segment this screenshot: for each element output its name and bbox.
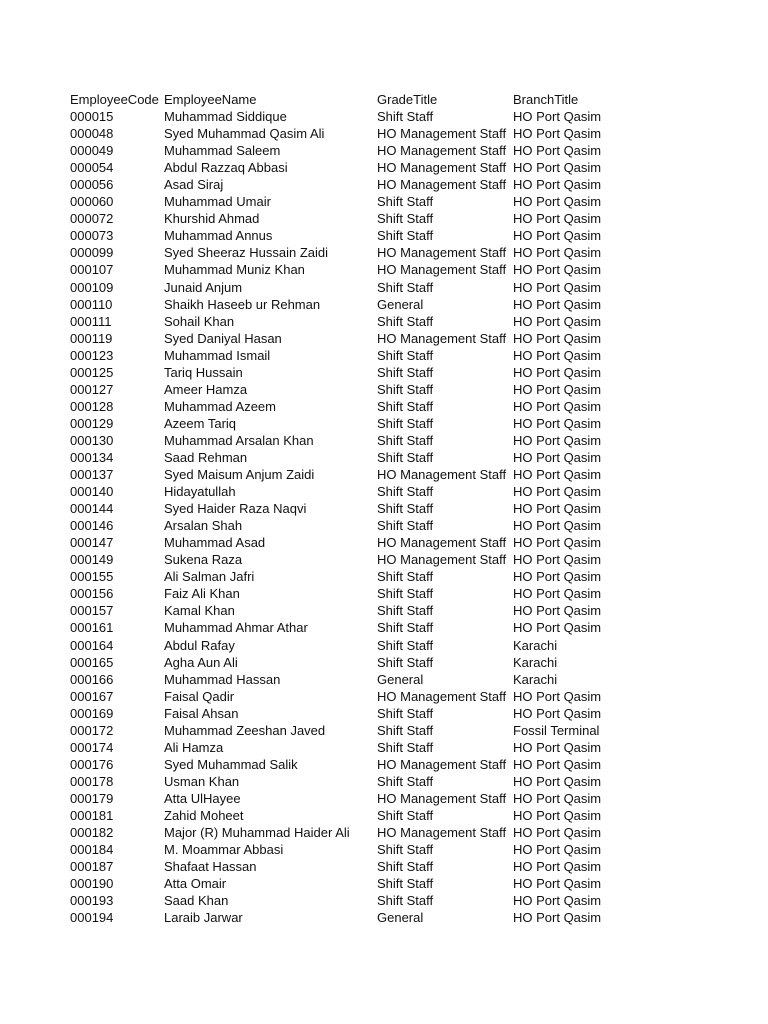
employee-name-cell: Zahid Moheet [164, 807, 244, 823]
table-row [70, 227, 710, 244]
employee-code-cell: 000119 [70, 330, 113, 346]
employee-name-cell: Sukena Raza [164, 552, 243, 568]
table-row [70, 722, 710, 739]
employee-code-cell: 000130 [70, 432, 114, 448]
branch-title-cell: HO Port Qasim [513, 535, 602, 551]
employee-name-cell: Junaid Anjum [164, 279, 243, 295]
table-row [70, 807, 710, 824]
employee-code-cell: 000164 [70, 637, 114, 653]
table-row [70, 296, 710, 313]
employee-code-cell: 000123 [70, 347, 114, 363]
table-row [70, 909, 710, 926]
grade-title-cell: Shift Staff [377, 722, 434, 738]
employee-name-cell: Syed Haider Raza Naqvi [164, 501, 307, 517]
employee-name-cell: Muhammad Muniz Khan [164, 262, 305, 278]
table-row [70, 637, 710, 654]
branch-title-cell: HO Port Qasim [513, 262, 602, 278]
branch-title-cell: HO Port Qasim [513, 552, 602, 568]
employee-code-cell: 000125 [70, 364, 114, 380]
grade-title-cell: Shift Staff [377, 450, 434, 465]
grade-title-cell: Shift Staff [377, 279, 434, 295]
employee-name-cell: Agha Aun Ali [164, 654, 238, 670]
employee-code-cell: 000182 [70, 825, 114, 841]
branch-title-cell: HO Port Qasim [513, 910, 602, 926]
grade-title-cell: Shift Staff [377, 194, 434, 210]
grade-title-cell: HO Management Staff [377, 756, 507, 772]
table-row [70, 313, 710, 330]
employee-code-cell: 000149 [70, 552, 114, 568]
branch-title-cell: HO Port Qasim [513, 330, 602, 346]
grade-title-cell: Shift Staff [377, 228, 434, 244]
branch-title-cell: HO Port Qasim [513, 773, 602, 789]
employee-code-cell: 000167 [70, 688, 114, 704]
grade-title-cell: Shift Staff [377, 842, 434, 858]
table-row [70, 858, 710, 875]
branch-title-cell: HO Port Qasim [513, 859, 602, 875]
branch-title-cell: HO Port Qasim [513, 381, 602, 397]
grade-title-cell: Shift Staff [377, 109, 434, 125]
grade-title-cell: HO Management Staff [377, 245, 507, 261]
branch-title-cell: HO Port Qasim [513, 313, 602, 329]
table-row [70, 568, 710, 585]
branch-title-cell: HO Port Qasim [513, 467, 602, 483]
employee-code-cell: 000111 [70, 313, 112, 329]
branch-title-cell: HO Port Qasim [513, 450, 602, 465]
branch-title-cell: HO Port Qasim [513, 484, 602, 500]
employee-code-cell: 000144 [70, 501, 114, 517]
employee-name-cell: Muhammad Arsalan Khan [164, 432, 314, 448]
branch-title-cell: Fossil Terminal [513, 722, 600, 738]
table-row [70, 619, 710, 636]
employee-name-cell: Atta Omair [164, 876, 227, 892]
branch-title-cell: HO Port Qasim [513, 211, 602, 227]
employee-code-cell: 000134 [70, 450, 114, 465]
branch-title-cell: HO Port Qasim [513, 279, 602, 295]
grade-title-cell: HO Management Staff [377, 143, 507, 159]
table-row [70, 347, 710, 364]
branch-title-cell: HO Port Qasim [513, 739, 602, 755]
branch-title-cell: Karachi [513, 671, 558, 687]
table-row [70, 517, 710, 534]
employee-name-cell: Muhammad Siddique [164, 109, 287, 125]
table-row [70, 585, 710, 602]
employee-code-cell: 000174 [70, 739, 114, 755]
employee-code-cell: 000048 [70, 126, 114, 142]
grade-title-cell: HO Management Staff [377, 467, 507, 483]
table-row [70, 773, 710, 790]
table-header [70, 91, 710, 108]
grade-title-cell: Shift Staff [377, 637, 434, 653]
table-row [70, 279, 710, 296]
branch-title-cell: HO Port Qasim [513, 347, 602, 363]
employee-code-cell: 000015 [70, 109, 114, 125]
employee-name-cell: Muhammad Zeeshan Javed [164, 722, 326, 738]
branch-title-cell: HO Port Qasim [513, 790, 602, 806]
employee-name-cell: M. Moammar Abbasi [164, 842, 284, 858]
grade-title-cell: Shift Staff [377, 739, 434, 755]
table-row [70, 193, 710, 210]
branch-title-cell: HO Port Qasim [513, 603, 602, 619]
branch-title-cell: HO Port Qasim [513, 705, 602, 721]
branch-title-cell: HO Port Qasim [513, 432, 602, 448]
grade-title-cell: Shift Staff [377, 398, 434, 414]
employee-code-cell: 000140 [70, 484, 114, 500]
employee-code-cell: 000172 [70, 722, 114, 738]
employee-name-cell: Sohail Khan [164, 313, 235, 329]
branch-title-cell: HO Port Qasim [513, 807, 602, 823]
grade-title-cell: Shift Staff [377, 415, 434, 431]
employee-code-cell: 000176 [70, 756, 114, 772]
grade-title-cell: Shift Staff [377, 705, 434, 721]
branch-title-cell: HO Port Qasim [513, 688, 602, 704]
employee-code-cell: 000054 [70, 160, 114, 176]
employee-code-cell: 000137 [70, 467, 114, 483]
grade-title-cell: Shift Staff [377, 876, 434, 892]
employee-code-cell: 000060 [70, 194, 114, 210]
employee-name-cell: Muhammad Annus [164, 228, 273, 244]
table-row [70, 790, 710, 807]
employee-name-cell: Hidayatullah [164, 484, 236, 500]
employee-code-cell: 000147 [70, 535, 114, 551]
employee-code-cell: 000166 [70, 671, 114, 687]
grade-title-cell: Shift Staff [377, 603, 434, 619]
table-row [70, 364, 710, 381]
grade-title-cell: HO Management Staff [377, 160, 507, 176]
table-row [70, 671, 710, 688]
employee-name-cell: Atta UlHayee [164, 790, 241, 806]
branch-title-cell: Karachi [513, 654, 558, 670]
branch-title-cell: HO Port Qasim [513, 842, 602, 858]
employee-name-cell: Ali Hamza [164, 739, 224, 755]
employee-name-cell: Asad Siraj [164, 177, 224, 193]
table-row [70, 108, 710, 125]
employee-name-cell: Saad Rehman [164, 450, 248, 465]
employee-name-cell: Muhammad Hassan [164, 671, 281, 687]
grade-title-cell: HO Management Staff [377, 330, 507, 346]
employee-code-cell: 000146 [70, 518, 114, 534]
table-row [70, 398, 710, 415]
branch-title-cell: HO Port Qasim [513, 415, 602, 431]
employee-code-cell: 000056 [70, 177, 114, 193]
header-row [70, 91, 710, 108]
grade-title-cell: Shift Staff [377, 381, 434, 397]
employee-name-cell: Syed Sheeraz Hussain Zaidi [164, 245, 329, 261]
table-row [70, 756, 710, 773]
branch-title-cell: HO Port Qasim [513, 143, 602, 159]
grade-title-cell: HO Management Staff [377, 790, 507, 806]
employee-code-cell: 000127 [70, 381, 114, 397]
grade-title-cell: Shift Staff [377, 620, 434, 636]
branch-title-cell: HO Port Qasim [513, 825, 602, 841]
grade-title-cell: HO Management Staff [377, 262, 507, 278]
table-row [70, 654, 710, 671]
grade-title-cell: Shift Staff [377, 347, 434, 363]
employee-code-cell: 000109 [70, 279, 114, 295]
employee-name-cell: Saad Khan [164, 893, 229, 909]
branch-title-cell: HO Port Qasim [513, 109, 602, 125]
employee-name-cell: Abdul Razzaq Abbasi [164, 160, 288, 176]
employee-sheet [70, 91, 710, 926]
employee-code-cell: 000184 [70, 842, 114, 858]
grade-title-cell: Shift Staff [377, 484, 434, 500]
employee-code-cell: 000072 [70, 211, 114, 227]
table-row [70, 330, 710, 347]
branch-title-cell: HO Port Qasim [513, 194, 602, 210]
table-row [70, 432, 710, 449]
table-row [70, 381, 710, 398]
branch-title-cell: HO Port Qasim [513, 893, 602, 909]
table-row [70, 210, 710, 227]
table-row [70, 875, 710, 892]
grade-title-cell: Shift Staff [377, 893, 434, 909]
branch-title-cell: HO Port Qasim [513, 876, 602, 892]
grade-title-cell: HO Management Staff [377, 126, 507, 142]
employee-name-cell: Muhammad Ismail [164, 347, 271, 363]
header-employee-name: EmployeeName [164, 92, 257, 108]
branch-title-cell: HO Port Qasim [513, 586, 602, 602]
branch-title-cell: HO Port Qasim [513, 126, 602, 142]
employee-name-cell: Arsalan Shah [164, 518, 243, 534]
table-row [70, 449, 710, 466]
branch-title-cell: HO Port Qasim [513, 160, 602, 176]
employee-name-cell: Muhammad Ahmar Athar [164, 620, 308, 636]
table-row [70, 602, 710, 619]
table-row [70, 415, 710, 432]
grade-title-cell: Shift Staff [377, 654, 434, 670]
branch-title-cell: HO Port Qasim [513, 569, 602, 585]
grade-title-cell: Shift Staff [377, 518, 434, 534]
employee-name-cell: Ameer Hamza [164, 381, 248, 397]
employee-name-cell: Abdul Rafay [164, 637, 235, 653]
employee-table [70, 91, 710, 926]
table-row [70, 176, 710, 193]
table-row [70, 551, 710, 568]
grade-title-cell: HO Management Staff [377, 552, 507, 568]
grade-title-cell: General [377, 671, 424, 687]
employee-name-cell: Faisal Ahsan [164, 705, 239, 721]
branch-title-cell: HO Port Qasim [513, 364, 602, 380]
employee-name-cell: Faisal Qadir [164, 688, 235, 704]
employee-name-cell: Ali Salman Jafri [164, 569, 255, 585]
employee-code-cell: 000161 [70, 620, 114, 636]
grade-title-cell: Shift Staff [377, 586, 434, 602]
employee-code-cell: 000190 [70, 876, 114, 892]
grade-title-cell: Shift Staff [377, 432, 434, 448]
employee-name-cell: Azeem Tariq [164, 415, 237, 431]
grade-title-cell: Shift Staff [377, 569, 434, 585]
grade-title-cell: HO Management Staff [377, 825, 507, 841]
employee-name-cell: Laraib Jarwar [164, 910, 243, 926]
employee-code-cell: 000110 [70, 296, 113, 312]
branch-title-cell: HO Port Qasim [513, 518, 602, 534]
grade-title-cell: HO Management Staff [377, 535, 507, 551]
grade-title-cell: Shift Staff [377, 773, 434, 789]
table-row [70, 261, 710, 278]
employee-code-cell: 000073 [70, 228, 114, 244]
table-row [70, 534, 710, 551]
grade-title-cell: Shift Staff [377, 807, 434, 823]
employee-code-cell: 000187 [70, 859, 114, 875]
branch-title-cell: HO Port Qasim [513, 177, 602, 193]
employee-name-cell: Muhammad Umair [164, 194, 271, 210]
branch-title-cell: HO Port Qasim [513, 228, 602, 244]
table-row [70, 892, 710, 909]
employee-name-cell: Kamal Khan [164, 603, 235, 619]
table-row [70, 688, 710, 705]
grade-title-cell: Shift Staff [377, 364, 434, 380]
employee-name-cell: Muhammad Azeem [164, 398, 276, 414]
branch-title-cell: HO Port Qasim [513, 296, 602, 312]
grade-title-cell: General [377, 910, 424, 926]
employee-code-cell: 000099 [70, 245, 114, 261]
grade-title-cell: Shift Staff [377, 211, 434, 227]
grade-title-cell: General [377, 296, 424, 312]
branch-title-cell: HO Port Qasim [513, 398, 602, 414]
branch-title-cell: HO Port Qasim [513, 501, 602, 517]
employee-code-cell: 000179 [70, 790, 114, 806]
table-row [70, 705, 710, 722]
table-row [70, 824, 710, 841]
header-branch-title: BranchTitle [513, 92, 579, 108]
employee-code-cell: 000178 [70, 773, 114, 789]
employee-code-cell: 000169 [70, 705, 114, 721]
table-row [70, 142, 710, 159]
employee-name-cell: Syed Maisum Anjum Zaidi [164, 467, 315, 483]
grade-title-cell: HO Management Staff [377, 177, 507, 193]
branch-title-cell: Karachi [513, 637, 558, 653]
grade-title-cell: Shift Staff [377, 501, 434, 517]
employee-code-cell: 000157 [70, 603, 114, 619]
employee-name-cell: Khurshid Ahmad [164, 211, 260, 227]
table-row [70, 466, 710, 483]
employee-code-cell: 000128 [70, 398, 114, 414]
table-row [70, 125, 710, 142]
table-row [70, 841, 710, 858]
branch-title-cell: HO Port Qasim [513, 756, 602, 772]
branch-title-cell: HO Port Qasim [513, 245, 602, 261]
employee-name-cell: Syed Muhammad Qasim Ali [164, 126, 325, 142]
table-row [70, 244, 710, 261]
employee-name-cell: Muhammad Saleem [164, 143, 281, 159]
employee-code-cell: 000155 [70, 569, 114, 585]
employee-name-cell: Tariq Hussain [164, 364, 243, 380]
header-grade-title: GradeTitle [377, 92, 438, 108]
employee-name-cell: Faiz Ali Khan [164, 586, 240, 602]
header-employee-code: EmployeeCode [70, 92, 159, 108]
grade-title-cell: Shift Staff [377, 859, 434, 875]
employee-code-cell: 000194 [70, 910, 114, 926]
employee-code-cell: 000049 [70, 143, 114, 159]
employee-name-cell: Muhammad Asad [164, 535, 266, 551]
employee-name-cell: Syed Daniyal Hasan [164, 330, 282, 346]
employee-name-cell: Syed Muhammad Salik [164, 756, 298, 772]
employee-code-cell: 000107 [70, 262, 114, 278]
table-row [70, 500, 710, 517]
table-row [70, 483, 710, 500]
branch-title-cell: HO Port Qasim [513, 620, 602, 636]
employee-name-cell: Usman Khan [164, 773, 240, 789]
grade-title-cell: Shift Staff [377, 313, 434, 329]
employee-code-cell: 000181 [70, 807, 114, 823]
table-row [70, 739, 710, 756]
employee-code-cell: 000129 [70, 415, 114, 431]
employee-code-cell: 000193 [70, 893, 114, 909]
employee-name-cell: Major (R) Muhammad Haider Ali [164, 825, 350, 841]
employee-name-cell: Shafaat Hassan [164, 859, 257, 875]
employee-code-cell: 000165 [70, 654, 114, 670]
employee-name-cell: Shaikh Haseeb ur Rehman [164, 296, 321, 312]
employee-code-cell: 000156 [70, 586, 114, 602]
table-body [70, 108, 710, 926]
table-row [70, 159, 710, 176]
grade-title-cell: HO Management Staff [377, 688, 507, 704]
